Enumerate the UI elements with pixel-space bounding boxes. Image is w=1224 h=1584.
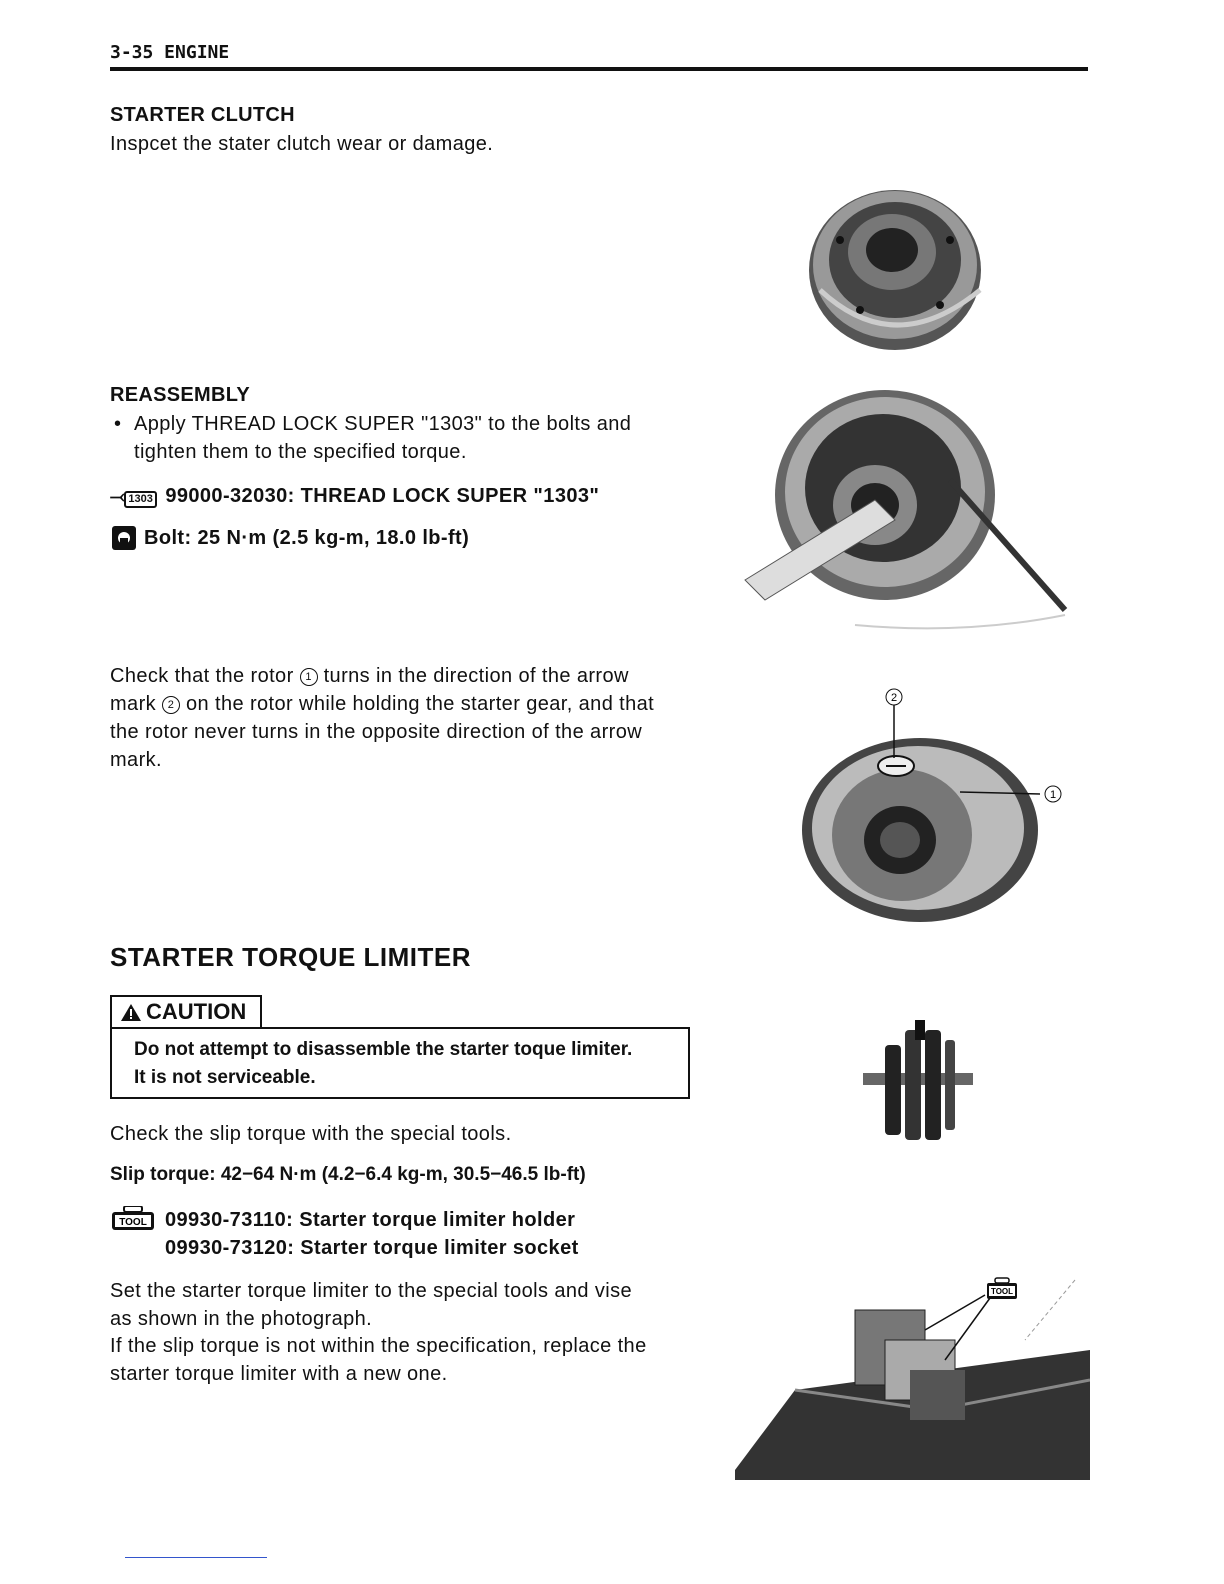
- torque-limiter-heading: STARTER TORQUE LIMITER: [110, 942, 472, 972]
- caution-line2: It is not serviceable.: [134, 1067, 316, 1088]
- photo-callout-2: 2: [890, 692, 898, 704]
- reassembly-bullet-dot: •: [114, 413, 122, 435]
- rotor-check-line4: mark.: [110, 749, 162, 771]
- photo-tool-badge: TOOL: [990, 1287, 1014, 1296]
- tool-icon: [110, 1206, 156, 1232]
- para-line4: starter torque limiter with a new one.: [110, 1363, 448, 1385]
- starter-clutch-heading: STARTER CLUTCH: [110, 104, 295, 126]
- rotor-check-line3: the rotor never turns in the opposite direction of the arrow: [110, 721, 643, 743]
- tool-1: 09930-73110: Starter torque limiter holder: [165, 1209, 576, 1231]
- torque-limiter-photo: [855, 1015, 980, 1145]
- rotor-check-line2a: mark: [110, 693, 157, 715]
- reassembly-bullet-cont: tighten them to the specified torque.: [134, 441, 467, 463]
- callout-1: 1: [300, 668, 318, 686]
- starter-clutch-photo: [780, 180, 1040, 370]
- rotor-check-line1a: Check that the rotor: [110, 665, 294, 687]
- rotor-check-line1: [110, 662, 629, 690]
- header-rule: [110, 67, 1088, 71]
- photo-callout-1: 1: [1049, 789, 1057, 801]
- bolt-torque-line: Bolt: 25 N·m (2.5 kg-m, 18.0 lb-ft): [144, 527, 470, 549]
- footer-line: [125, 1557, 267, 1558]
- caution-tab: [110, 995, 262, 1027]
- rotor-check-line1b: turns in the direction of the arrow: [323, 665, 629, 687]
- tool-badge-text: TOOL: [119, 1217, 147, 1228]
- reassembly-bullet-text: Apply THREAD LOCK SUPER "1303" to the bolts and: [134, 413, 632, 435]
- tool-2: 09930-73120: Starter torque limiter socket: [165, 1237, 579, 1259]
- thread-lock-badge: 1303: [124, 491, 156, 508]
- slip-torque-spec: Slip torque: 42−64 N·m (4.2−6.4 kg-m, 30.5−46.5 lb-ft): [110, 1164, 586, 1185]
- page-header: 3-35 ENGINE: [110, 42, 230, 63]
- vise-photo: [735, 1270, 1090, 1485]
- para-line1: Set the starter torque limiter to the special tools and vise: [110, 1280, 633, 1302]
- rotor-check-line2: [110, 690, 654, 718]
- reassembly-heading: REASSEMBLY: [110, 384, 251, 406]
- starter-clutch-text: Inspcet the stater clutch wear or damage.: [110, 133, 494, 155]
- photo-tool-icon: [987, 1278, 1017, 1299]
- caution-box: [110, 1027, 690, 1099]
- warning-icon: [120, 1002, 142, 1022]
- torque-wrench-icon: [110, 524, 138, 552]
- special-tool-icon: [110, 1206, 156, 1237]
- reassembly-photo: [725, 380, 1090, 650]
- thread-lock-line: 99000-32030: THREAD LOCK SUPER "1303": [165, 485, 600, 507]
- slip-check-text: Check the slip torque with the special tools.: [110, 1123, 512, 1145]
- rotor-check-line2b: on the rotor while holding the starter gear, and that: [185, 693, 655, 715]
- para-line2: as shown in the photograph.: [110, 1308, 373, 1330]
- thread-lock-spec: [110, 482, 599, 510]
- caution-line1: Do not attempt to disassemble the starter toque limiter.: [134, 1039, 633, 1060]
- caution-label: CAUTION: [146, 999, 247, 1024]
- rotor-photo: [790, 680, 1080, 925]
- para-line3: If the slip torque is not within the specification, replace the: [110, 1335, 647, 1357]
- bolt-torque-spec: [110, 524, 469, 552]
- callout-2: 2: [162, 696, 180, 714]
- thread-lock-icon: ⤙: [110, 486, 125, 506]
